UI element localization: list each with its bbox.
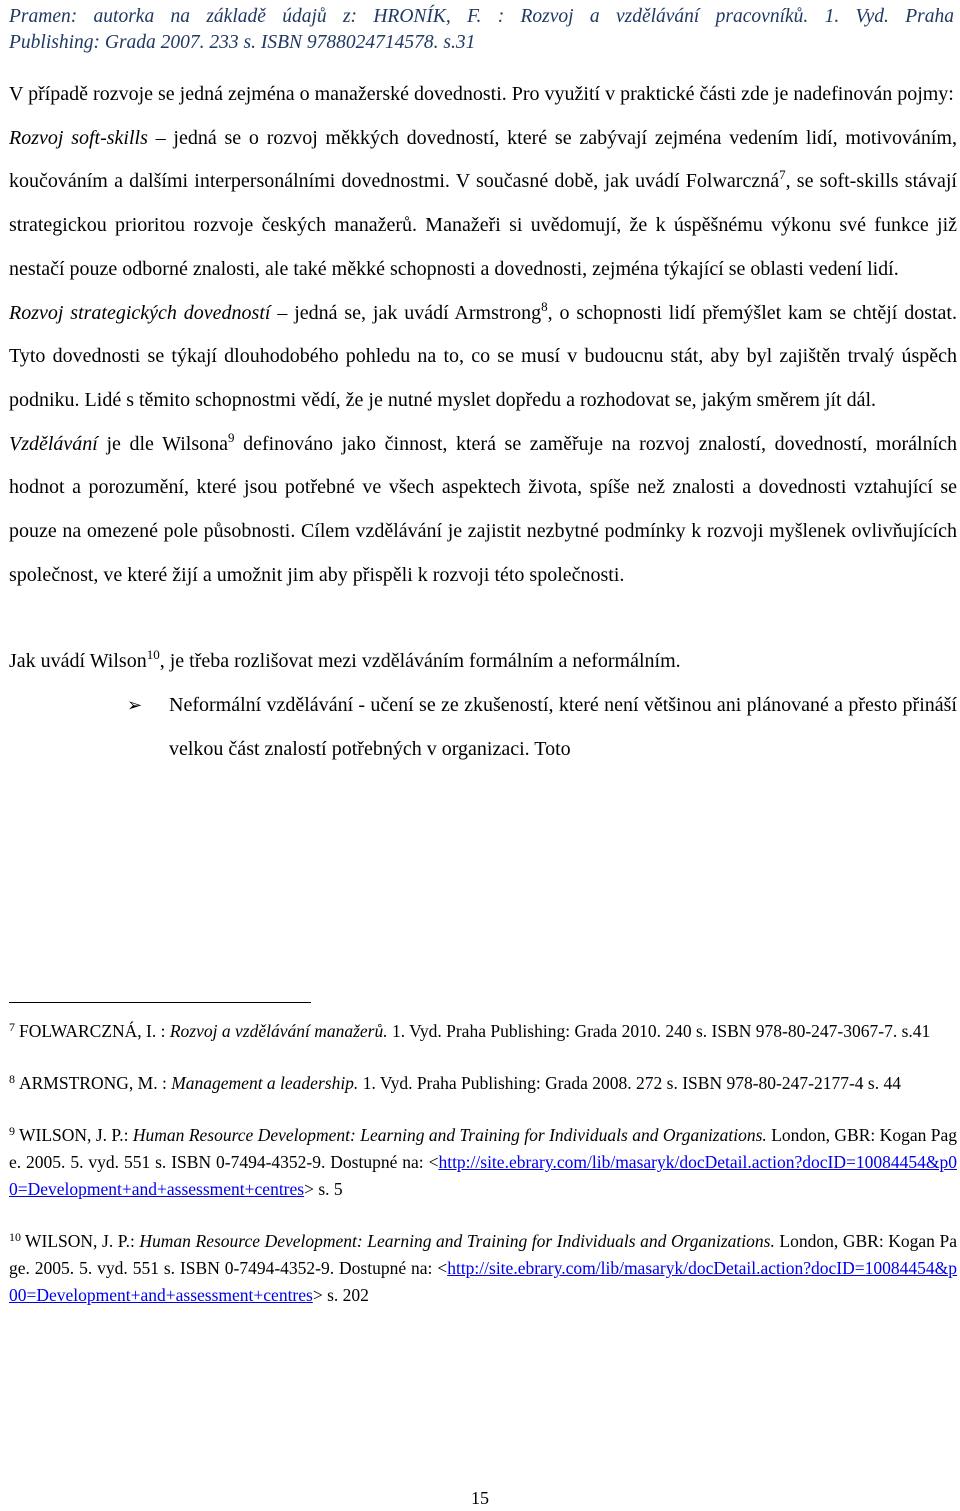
arrow-bullet-icon: ➢: [127, 695, 143, 716]
footnote-ref[interactable]: 8: [541, 298, 548, 314]
footnote-title: Rozvoj a vzdělávání manažerů.: [169, 1021, 388, 1041]
footnote-author: FOLWARCZNÁ, I. :: [19, 1021, 170, 1041]
term-strategic-skills: Rozvoj strategických dovedností: [9, 301, 271, 324]
paragraph-text: , o schopnosti lidí přemýšlet kam se chtějí dostat. Tyto dovednosti se týkají dlouhodobého pohledu na to, co se musí v budoucnu stát, aby byl zajištěn trvalý úspěch podniku. Lidé s těmito schopnostmi vědí, že je nutné myslet dopředu a rozhodovat se, jakým směrem jít dál.: [9, 301, 957, 411]
footnote-page: > s. 202: [312, 1285, 369, 1305]
source-line-2: Publishing: Grada 2007. 233 s. ISBN 9788024714578. s.31: [9, 32, 476, 53]
footnote-title: Human Resource Development: Learning and Training for Individuals and Organizations.: [139, 1231, 775, 1251]
footnote-title: Human Resource Development: Learning and Training for Individuals and Organizations.: [132, 1125, 767, 1145]
footnote-7: [9, 1014, 957, 1045]
footnote-number: 7: [9, 1020, 15, 1034]
paragraph-text: , je třeba rozlišovat mezi vzděláváním formálním a neformálním.: [159, 650, 681, 673]
footnote-divider: [9, 1002, 311, 1003]
term-soft-skills: Rozvoj soft-skills: [9, 126, 148, 149]
paragraph-text: , se soft-skills stávají strategickou prioritou rozvoje českých manažerů. Manažeři si uvědomují, že k úspěšnému výkonu své funkce již nestačí pouze odborné znalosti, ale také měkké schopnosti a dovednosti, zejména týkající se oblasti vedení lidí.: [9, 170, 957, 280]
footnotes: [9, 1014, 957, 1330]
paragraph-text: Jak uvádí Wilson: [9, 650, 147, 673]
footnote-number: 10: [9, 1230, 21, 1244]
footnote-link[interactable]: http://site.ebrary.com/lib/masaryk/docDetail.action?docID=10084454&p00=Development+and+assessment+centres: [9, 1258, 957, 1305]
footnote-number: 9: [9, 1124, 15, 1138]
page-number: 15: [471, 1488, 489, 1508]
footnote-ref[interactable]: 9: [227, 429, 235, 445]
paragraph-education: [9, 423, 957, 598]
paragraph-wilson: [9, 640, 957, 684]
footnote-10: [9, 1224, 957, 1309]
paragraph-text: – jedná se o rozvoj měkkých dovedností, které se zabývají zejména vedením lidí, motivováním, koučováním a dalšími interpersonálními dovednostmi. V současné době, jak uvádí Folwarczná: [9, 126, 957, 193]
footnote-number: 8: [9, 1072, 15, 1086]
footnote-details: London, GBR: Kogan Page. 2005. 5. vyd. 551 s. ISBN 0-7494-4352-9. Dostupné na: <: [9, 1231, 958, 1278]
footnote-details: London, GBR: Kogan Page. 2005. 5. vyd. 551 s. ISBN 0-7494-4352-9. Dostupné na: <: [9, 1125, 958, 1172]
footnote-title: Management a leadership.: [171, 1073, 359, 1093]
source-line-1: Pramen: autorka na základě údajů z: HRONÍK, F. : Rozvoj a vzdělávání pracovníků. 1. Vyd. Praha: [9, 6, 954, 27]
footnote-page: > s. 5: [304, 1179, 343, 1199]
footnote-author: WILSON, J. P.:: [19, 1125, 133, 1145]
source-citation: [9, 4, 954, 56]
footnote-8: [9, 1066, 957, 1097]
paragraph-text: je dle Wilsona: [97, 432, 228, 455]
footnote-9: [9, 1118, 957, 1203]
list-item: [9, 684, 957, 771]
paragraph-soft-skills: [9, 117, 957, 292]
footnote-details: 1. Vyd. Praha Publishing: Grada 2010. 240 s. ISBN 978-80-247-3067-7. s.41: [387, 1021, 931, 1041]
term-education: Vzdělávání: [9, 432, 98, 455]
footnote-ref[interactable]: 10: [146, 647, 160, 663]
paragraph-text: – jedná se, jak uvádí Armstrong: [270, 301, 542, 324]
footnote-link[interactable]: http://site.ebrary.com/lib/masaryk/docDetail.action?docID=10084454&p00=Development+and+assessment+centres: [9, 1152, 957, 1199]
paragraph-intro: V případě rozvoje se jedná zejména o manažerské dovednosti. Pro využití v praktické části zde je nadefinován pojmy:: [9, 83, 954, 105]
footnote-details: 1. Vyd. Praha Publishing: Grada 2008. 272 s. ISBN 978-80-247-2177-4 s. 44: [358, 1073, 901, 1093]
bullet-text: Neformální vzdělávání - učení se ze zkušeností, které není většinou ani plánované a přesto přináší velkou část znalostí potřebných v organizaci. Toto: [169, 694, 957, 760]
paragraph-text: definováno jako činnost, která se zaměřuje na rozvoj znalostí, dovedností, morálních hodnot a porozumění, které jsou potřebné ve všech aspektech života, spíše než znalosti a dovednosti vztahující se pouze na omezené pole působnosti. Cílem vzdělávání je zajistit nezbytné podmínky k rozvoji myšlenek ovlivňujících společnost, ve které žijí a umožnit jim aby přispěli k rozvoji této společnosti.: [9, 432, 958, 586]
footnote-ref[interactable]: 7: [779, 167, 786, 183]
footnote-author: WILSON, J. P.:: [25, 1231, 140, 1251]
paragraph-strategic-skills: [9, 292, 957, 423]
body-text: [9, 73, 957, 772]
footnote-author: ARMSTRONG, M. :: [19, 1073, 172, 1093]
